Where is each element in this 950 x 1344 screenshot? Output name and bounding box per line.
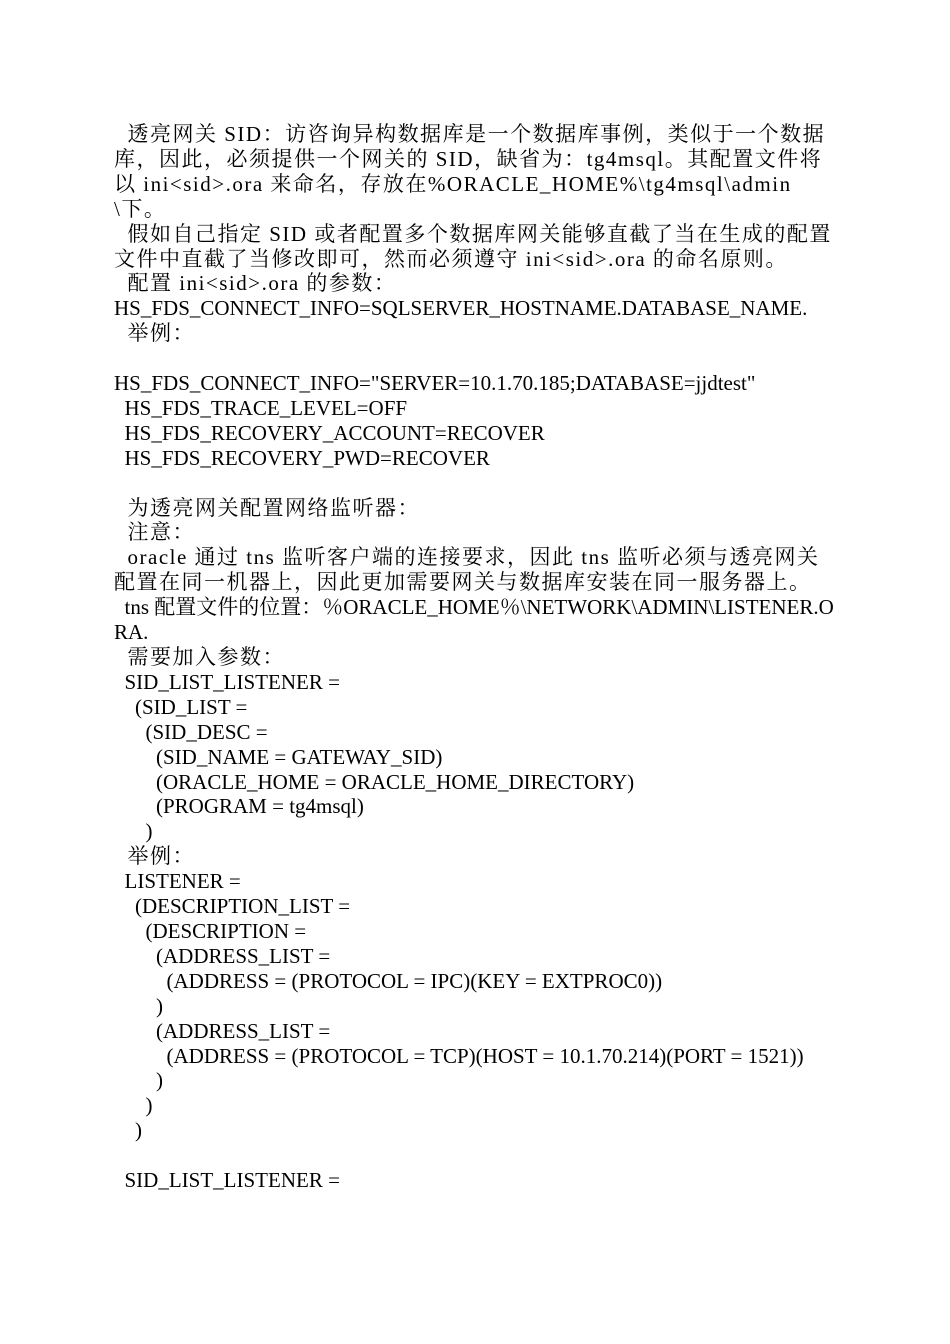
paragraph-custom-sid: 假如自己指定 SID 或者配置多个数据库网关能够直截了当在生成的配置文件中直截了当修改即可，然而必须遵守 ini<sid>.ora 的命名原则。 xyxy=(114,221,832,271)
code-address-list-1: (ADDRESS_LIST = xyxy=(114,943,331,968)
code-address-list-2: (ADDRESS_LIST = xyxy=(114,1018,331,1043)
document-body xyxy=(114,122,836,1193)
code-listener: LISTENER = xyxy=(114,869,241,894)
code-oracle-home: (ORACLE_HOME = ORACLE_HOME_DIRECTORY) xyxy=(114,769,635,794)
code-close-paren: ) xyxy=(114,819,153,844)
blank-line xyxy=(114,471,836,496)
code-sid-name: (SID_NAME = GATEWAY_SID) xyxy=(114,744,443,769)
code-connect-info-example: HS_FDS_CONNECT_INFO="SERVER=10.1.70.185;DATABASE=jjdtest" xyxy=(114,371,756,396)
code-address-tcp: (ADDRESS = (PROTOCOL = TCP)(HOST = 10.1.70.214)(PORT = 1521)) xyxy=(114,1043,804,1068)
code-sid-list-listener: SID_LIST_LISTENER = xyxy=(114,669,340,694)
paragraph-tns-note: oracle 通过 tns 监听客户端的连接要求，因此 tns 监听必须与透亮网关配置在同一机器上，因此更加需要网关与数据库安装在同一服务器上。 xyxy=(114,545,820,595)
heading-listener-config: 为透亮网关配置网络监听器： xyxy=(114,495,420,520)
heading-example-2: 举例： xyxy=(114,844,195,869)
code-description: (DESCRIPTION = xyxy=(114,918,307,943)
blank-line xyxy=(114,1143,836,1168)
code-close-paren: ) xyxy=(114,1118,142,1143)
code-recovery-pwd: HS_FDS_RECOVERY_PWD=RECOVER xyxy=(114,445,490,470)
code-sid-desc: (SID_DESC = xyxy=(114,719,268,744)
code-close-paren: ) xyxy=(114,1068,163,1093)
paragraph-tns-location: tns 配置文件的位置：％ORACLE_HOME％\NETWORK\ADMIN\LISTENER.ORA. xyxy=(114,595,834,645)
blank-line xyxy=(114,346,836,371)
code-close-paren: ) xyxy=(114,1093,153,1118)
heading-required-params: 需要加入参数： xyxy=(114,645,285,669)
heading-note: 注意： xyxy=(114,520,195,545)
code-trace-level: HS_FDS_TRACE_LEVEL=OFF xyxy=(114,395,408,420)
code-close-paren: ) xyxy=(114,993,163,1018)
code-recovery-account: HS_FDS_RECOVERY_ACCOUNT=RECOVER xyxy=(114,420,545,445)
code-program: (PROGRAM = tg4msql) xyxy=(114,794,364,819)
code-address-ipc: (ADDRESS = (PROTOCOL = IPC)(KEY = EXTPROC0)) xyxy=(114,968,663,993)
paragraph-gateway-sid: 透亮网关 SID：访咨询异构数据库是一个数据库事例，类似于一个数据库，因此，必须提供一个网关的 SID，缺省为：tg4msql。其配置文件将以 ini<sid>.ora 来命名，存放在%ORACLE_HOME%\tg4msql\admin\下。 xyxy=(114,122,826,221)
code-sid-list-listener-2: SID_LIST_LISTENER = xyxy=(114,1168,340,1193)
paragraph-config-params: 配置 ini<sid>.ora 的参数： xyxy=(114,271,397,296)
heading-example-1: 举例： xyxy=(114,321,195,346)
code-connect-info-template: HS_FDS_CONNECT_INFO=SQLSERVER_HOSTNAME.DATABASE_NAME. xyxy=(114,296,808,321)
code-sid-list: (SID_LIST = xyxy=(114,694,248,719)
code-description-list: (DESCRIPTION_LIST = xyxy=(114,894,351,919)
